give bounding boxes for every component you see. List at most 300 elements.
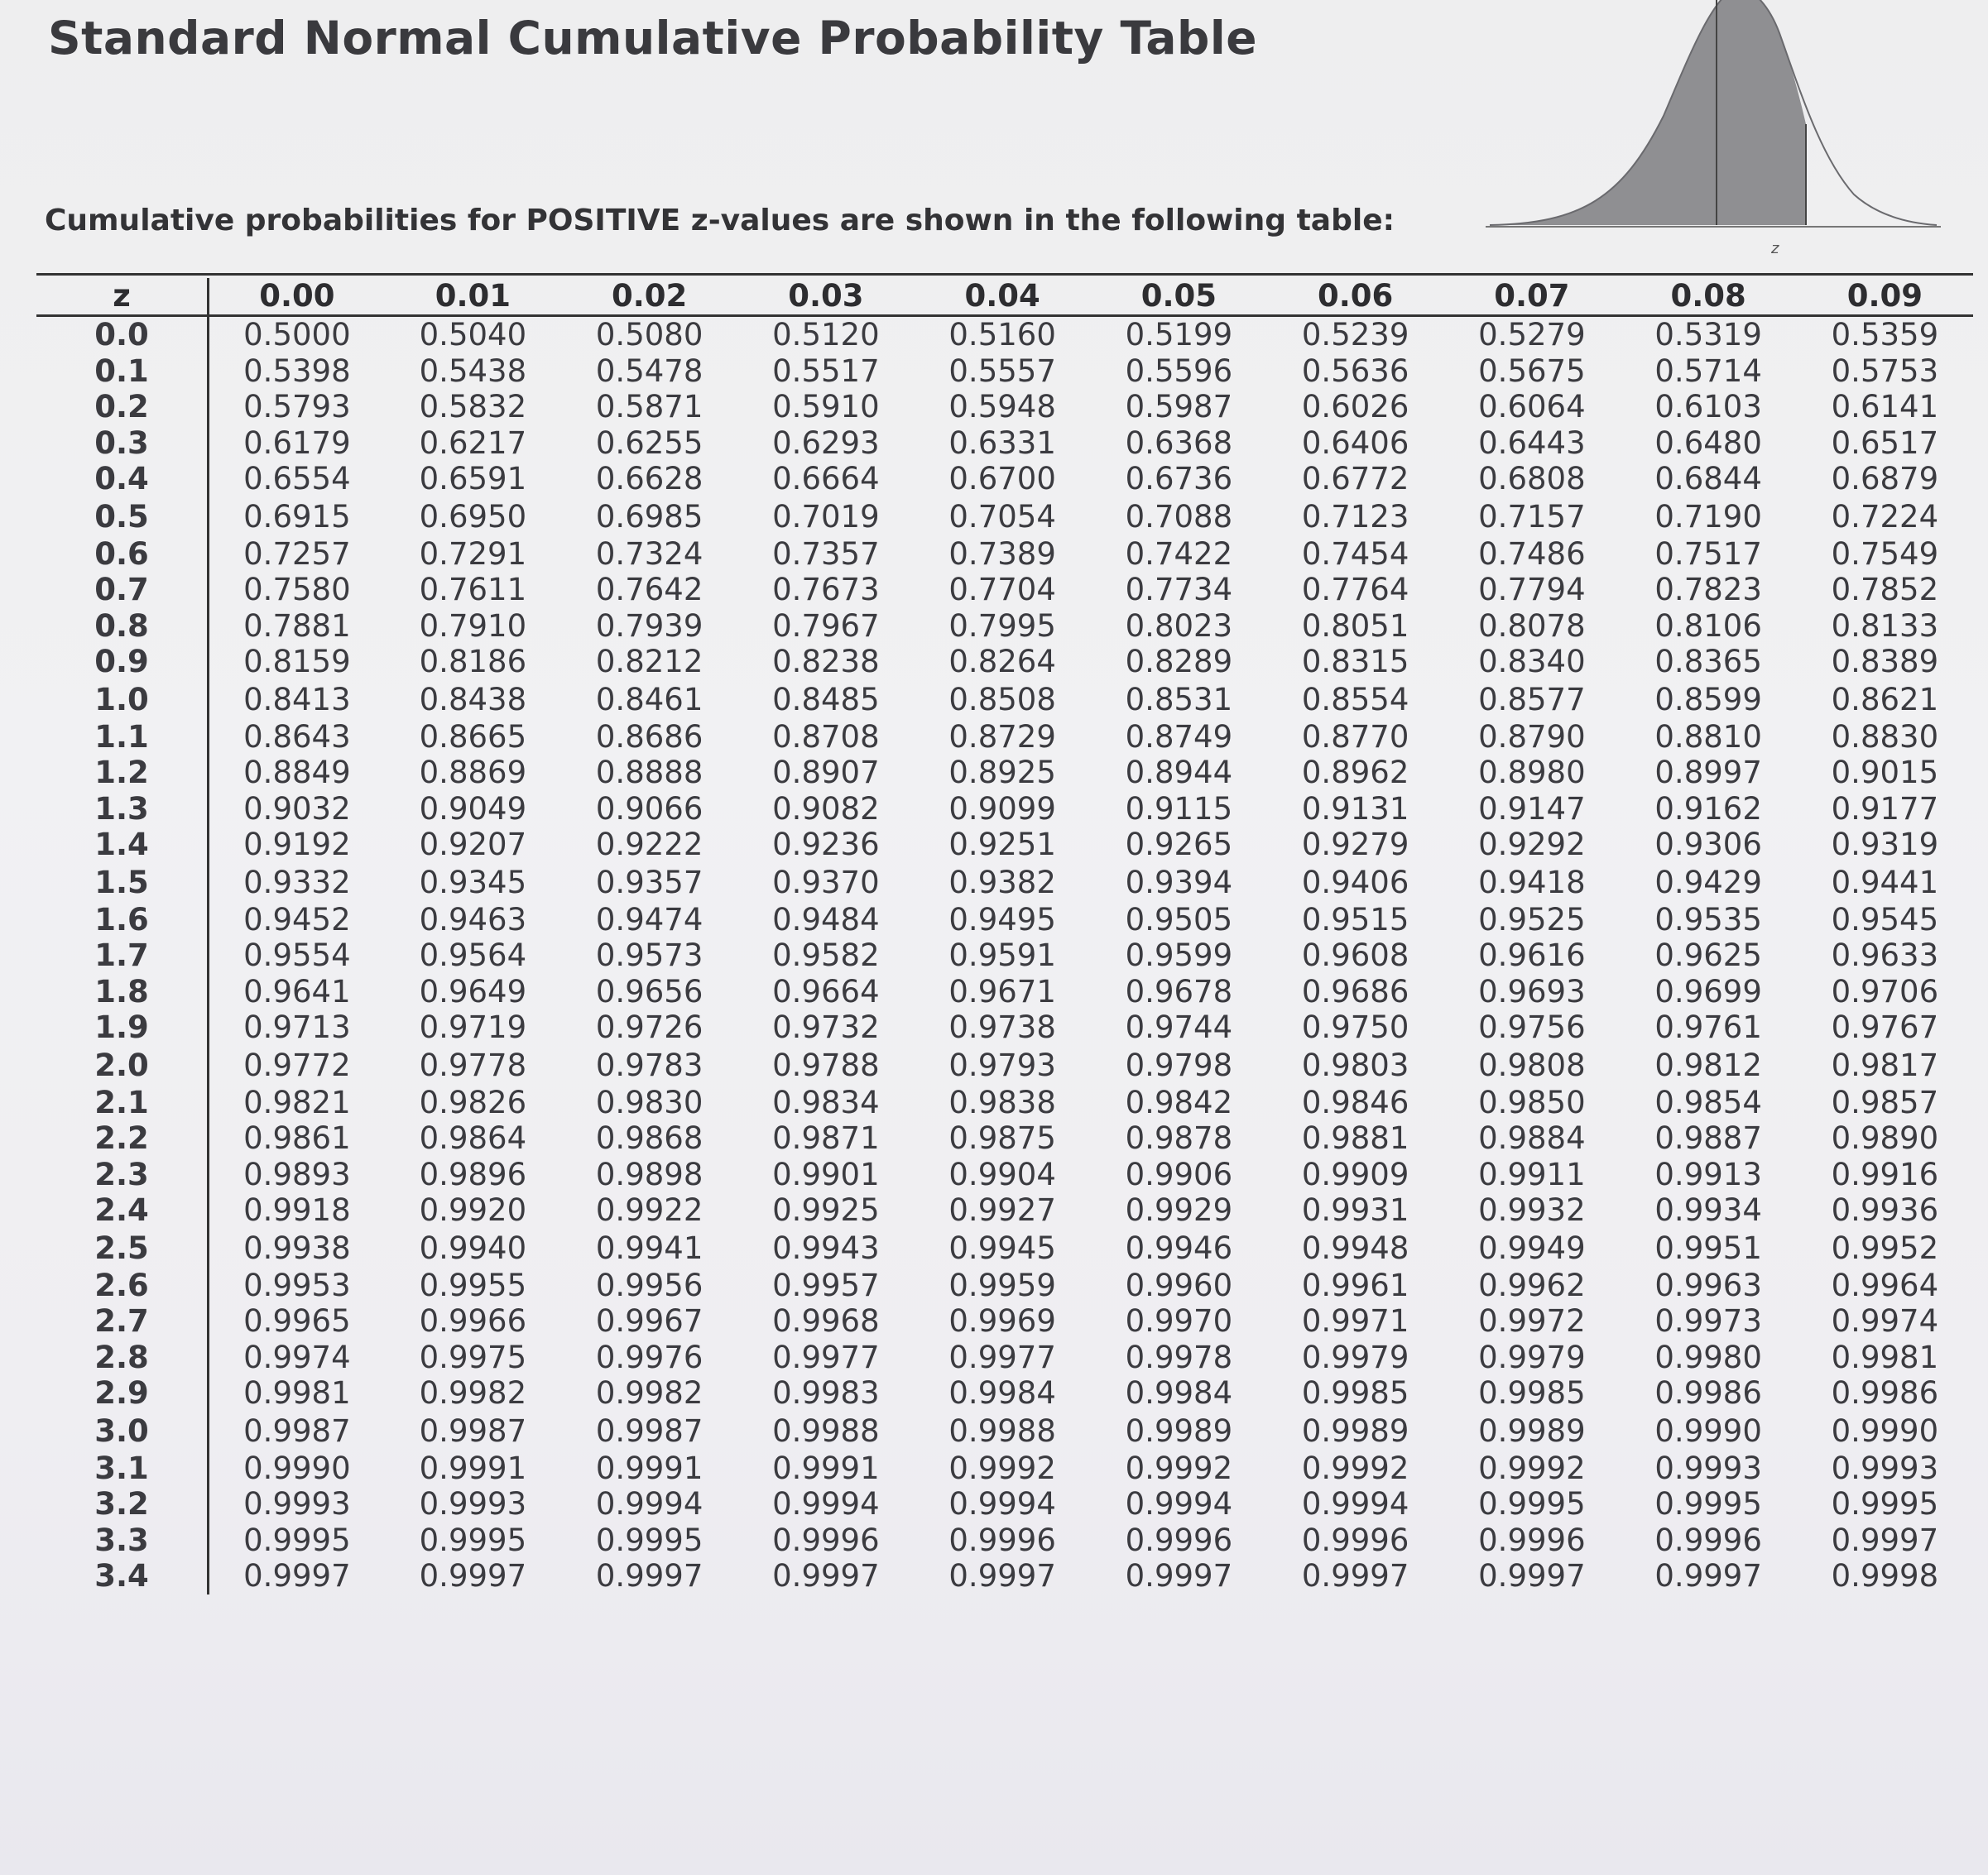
probability-cell: 0.7257 <box>243 535 351 572</box>
column-header: 0.00 <box>259 278 335 314</box>
probability-cell: 0.7995 <box>948 607 1056 644</box>
probability-cell: 0.9963 <box>1654 1267 1762 1303</box>
probability-cell: 0.6591 <box>419 461 527 496</box>
probability-cell: 0.8849 <box>243 755 351 790</box>
probability-cell: 0.6255 <box>595 424 703 461</box>
probability-cell: 0.6664 <box>772 461 880 496</box>
probability-cell: 0.5871 <box>595 389 703 424</box>
z-value: 2.2 <box>36 1120 209 1157</box>
probability-cell: 0.7642 <box>595 572 703 607</box>
probability-cell: 0.9975 <box>419 1339 527 1375</box>
probability-cell: 0.5675 <box>1478 352 1586 389</box>
probability-cell: 0.9997 <box>772 1558 880 1594</box>
table-row <box>36 1085 1973 1121</box>
probability-cell: 0.9099 <box>948 790 1056 827</box>
probability-cell: 0.9032 <box>243 790 351 827</box>
column-header: 0.05 <box>1140 278 1217 314</box>
probability-cell: 0.9977 <box>948 1339 1056 1375</box>
probability-cell: 0.9977 <box>772 1339 880 1375</box>
probability-cell: 0.9857 <box>1831 1084 1939 1120</box>
z-value: 1.3 <box>36 791 209 827</box>
probability-cell: 0.8023 <box>1125 607 1233 644</box>
probability-cell: 0.8925 <box>948 755 1056 790</box>
z-value: 2.6 <box>36 1268 209 1304</box>
probability-cell: 0.9452 <box>243 901 351 938</box>
probability-cell: 0.9738 <box>948 1009 1056 1045</box>
probability-cell: 0.6406 <box>1301 424 1409 461</box>
probability-cell: 0.7704 <box>948 572 1056 607</box>
probability-cell: 0.9656 <box>595 973 703 1009</box>
probability-cell: 0.9906 <box>1125 1156 1233 1192</box>
probability-cell: 0.9997 <box>1125 1558 1233 1594</box>
probability-cell: 0.9994 <box>1301 1486 1409 1522</box>
probability-cell: 0.8888 <box>595 755 703 790</box>
probability-cell: 0.9984 <box>1125 1375 1233 1411</box>
probability-cell: 0.9370 <box>772 864 880 900</box>
probability-cell: 0.7486 <box>1478 535 1586 572</box>
probability-cell: 0.9998 <box>1831 1558 1939 1594</box>
column-header: 0.04 <box>964 278 1040 314</box>
probability-cell: 0.8531 <box>1125 681 1233 717</box>
axis-label: z <box>1771 240 1779 257</box>
probability-cell: 0.7291 <box>419 535 527 572</box>
probability-cell: 0.9986 <box>1831 1375 1939 1411</box>
probability-cell: 0.9495 <box>948 901 1056 938</box>
probability-cell: 0.7734 <box>1125 572 1233 607</box>
probability-cell: 0.7910 <box>419 607 527 644</box>
probability-cell: 0.6480 <box>1654 424 1762 461</box>
probability-table-container <box>36 273 1973 1594</box>
table-row <box>36 902 1973 938</box>
probability-cell: 0.5398 <box>243 352 351 389</box>
probability-cell: 0.5080 <box>595 317 703 352</box>
probability-cell: 0.7088 <box>1125 498 1233 535</box>
probability-cell: 0.7123 <box>1301 498 1409 535</box>
probability-cell: 0.9996 <box>772 1522 880 1558</box>
probability-cell: 0.9761 <box>1654 1009 1762 1045</box>
probability-cell: 0.9987 <box>243 1412 351 1449</box>
probability-cell: 0.9991 <box>772 1450 880 1486</box>
probability-cell: 0.9995 <box>595 1522 703 1558</box>
probability-cell: 0.8461 <box>595 681 703 717</box>
probability-cell: 0.9922 <box>595 1192 703 1228</box>
probability-cell: 0.9207 <box>419 827 527 862</box>
probability-cell: 0.9878 <box>1125 1120 1233 1156</box>
probability-cell: 0.9798 <box>1125 1047 1233 1083</box>
probability-cell: 0.9732 <box>772 1009 880 1045</box>
z-value: 1.6 <box>36 902 209 938</box>
probability-cell: 0.5948 <box>948 389 1056 424</box>
probability-cell: 0.8962 <box>1301 755 1409 790</box>
probability-cell: 0.9981 <box>243 1375 351 1411</box>
probability-cell: 0.9992 <box>1125 1450 1233 1486</box>
column-header: 0.09 <box>1846 278 1923 314</box>
probability-cell: 0.9948 <box>1301 1230 1409 1266</box>
probability-cell: 0.9726 <box>595 1009 703 1045</box>
table-row <box>36 863 1973 902</box>
probability-cell: 0.9357 <box>595 864 703 900</box>
probability-cell: 0.7881 <box>243 607 351 644</box>
probability-cell: 0.9678 <box>1125 973 1233 1009</box>
probability-cell: 0.9251 <box>948 827 1056 862</box>
probability-cell: 0.9990 <box>243 1450 351 1486</box>
probability-cell: 0.9997 <box>1478 1558 1586 1594</box>
probability-cell: 0.8413 <box>243 681 351 717</box>
probability-cell: 0.7967 <box>772 607 880 644</box>
probability-cell: 0.7852 <box>1831 572 1939 607</box>
page-title: Standard Normal Cumulative Probability Table <box>48 12 1258 65</box>
probability-cell: 0.9991 <box>595 1450 703 1486</box>
probability-cell: 0.6179 <box>243 424 351 461</box>
probability-cell: 0.8665 <box>419 718 527 755</box>
probability-cell: 0.9996 <box>1478 1522 1586 1558</box>
probability-cell: 0.9871 <box>772 1120 880 1156</box>
z-value: 3.3 <box>36 1523 209 1559</box>
probability-cell: 0.6141 <box>1831 389 1939 424</box>
z-value: 3.0 <box>36 1412 209 1451</box>
z-value: 0.3 <box>36 425 209 462</box>
probability-cell: 0.9756 <box>1478 1009 1586 1045</box>
probability-cell: 0.5319 <box>1654 317 1762 352</box>
table-row <box>36 353 1973 390</box>
probability-cell: 0.7611 <box>419 572 527 607</box>
probability-cell: 0.9693 <box>1478 973 1586 1009</box>
probability-cell: 0.9945 <box>948 1230 1056 1266</box>
probability-cell: 0.7939 <box>595 607 703 644</box>
probability-cell: 0.7549 <box>1831 535 1939 572</box>
probability-cell: 0.9985 <box>1478 1375 1586 1411</box>
probability-cell: 0.9505 <box>1125 901 1233 938</box>
table-row <box>36 1192 1973 1229</box>
probability-cell: 0.9980 <box>1654 1339 1762 1375</box>
probability-cell: 0.9441 <box>1831 864 1939 900</box>
probability-cell: 0.7324 <box>595 535 703 572</box>
probability-cell: 0.9997 <box>595 1558 703 1594</box>
probability-cell: 0.9115 <box>1125 790 1233 827</box>
probability-cell: 0.9826 <box>419 1084 527 1120</box>
probability-cell: 0.9994 <box>948 1486 1056 1522</box>
probability-cell: 0.9890 <box>1831 1120 1939 1156</box>
probability-cell: 0.9049 <box>419 790 527 827</box>
probability-cell: 0.9997 <box>1301 1558 1409 1594</box>
probability-cell: 0.9887 <box>1654 1120 1762 1156</box>
normal-curve-graphic <box>1481 0 1945 248</box>
probability-cell: 0.7454 <box>1301 535 1409 572</box>
probability-cell: 0.9750 <box>1301 1009 1409 1045</box>
probability-cell: 0.9793 <box>948 1047 1056 1083</box>
probability-cell: 0.9082 <box>772 790 880 827</box>
probability-cell: 0.9706 <box>1831 973 1939 1009</box>
probability-cell: 0.7389 <box>948 535 1056 572</box>
probability-cell: 0.9953 <box>243 1267 351 1303</box>
probability-cell: 0.8554 <box>1301 681 1409 717</box>
column-header: 0.06 <box>1317 278 1394 314</box>
probability-cell: 0.8907 <box>772 755 880 790</box>
probability-cell: 0.9995 <box>1478 1486 1586 1522</box>
probability-cell: 0.8770 <box>1301 718 1409 755</box>
probability-cell: 0.8508 <box>948 681 1056 717</box>
probability-cell: 0.9916 <box>1831 1156 1939 1192</box>
probability-cell: 0.9996 <box>1301 1522 1409 1558</box>
z-value: 3.2 <box>36 1486 209 1523</box>
probability-cell: 0.8159 <box>243 644 351 679</box>
probability-cell: 0.6950 <box>419 498 527 535</box>
probability-cell: 0.9970 <box>1125 1303 1233 1339</box>
probability-cell: 0.5793 <box>243 389 351 424</box>
probability-cell: 0.9974 <box>1831 1303 1939 1339</box>
probability-cell: 0.6985 <box>595 498 703 535</box>
probability-cell: 0.9783 <box>595 1047 703 1083</box>
probability-cell: 0.9940 <box>419 1230 527 1266</box>
probability-cell: 0.8106 <box>1654 607 1762 644</box>
probability-cell: 0.5832 <box>419 389 527 424</box>
probability-cell: 0.9996 <box>1125 1522 1233 1558</box>
table-row <box>36 1120 1973 1157</box>
table-row <box>36 1046 1973 1085</box>
probability-cell: 0.9641 <box>243 973 351 1009</box>
probability-cell: 0.9525 <box>1478 901 1586 938</box>
table-row <box>36 425 1973 462</box>
probability-table <box>36 278 1973 1594</box>
probability-cell: 0.9898 <box>595 1156 703 1192</box>
probability-cell: 0.9345 <box>419 864 527 900</box>
z-value: 0.1 <box>36 353 209 390</box>
probability-cell: 0.6368 <box>1125 424 1233 461</box>
probability-cell: 0.9535 <box>1654 901 1762 938</box>
probability-cell: 0.8790 <box>1478 718 1586 755</box>
probability-cell: 0.9938 <box>243 1230 351 1266</box>
probability-cell: 0.9968 <box>772 1303 880 1339</box>
z-value: 0.0 <box>36 316 209 353</box>
probability-cell: 0.5596 <box>1125 352 1233 389</box>
table-row <box>36 1412 1973 1451</box>
probability-cell: 0.9699 <box>1654 973 1762 1009</box>
probability-cell: 0.9463 <box>419 901 527 938</box>
probability-cell: 0.7580 <box>243 572 351 607</box>
probability-cell: 0.9909 <box>1301 1156 1409 1192</box>
probability-cell: 0.9931 <box>1301 1192 1409 1228</box>
z-value: 0.5 <box>36 497 209 536</box>
probability-cell: 0.6443 <box>1478 424 1586 461</box>
probability-cell: 0.9974 <box>243 1339 351 1375</box>
table-row <box>36 608 1973 645</box>
probability-cell: 0.6103 <box>1654 389 1762 424</box>
probability-cell: 0.9982 <box>595 1375 703 1411</box>
probability-cell: 0.9616 <box>1478 938 1586 973</box>
probability-cell: 0.9964 <box>1831 1267 1939 1303</box>
probability-cell: 0.9996 <box>948 1522 1056 1558</box>
probability-cell: 0.6808 <box>1478 461 1586 496</box>
probability-cell: 0.5557 <box>948 352 1056 389</box>
z-value: 1.8 <box>36 974 209 1010</box>
probability-cell: 0.9236 <box>772 827 880 862</box>
table-row <box>36 680 1973 719</box>
table-row <box>36 1303 1973 1340</box>
probability-cell: 0.9162 <box>1654 790 1762 827</box>
probability-cell: 0.9983 <box>772 1375 880 1411</box>
probability-cell: 0.5753 <box>1831 352 1939 389</box>
column-header: 0.03 <box>788 278 864 314</box>
probability-cell: 0.9788 <box>772 1047 880 1083</box>
z-value: 1.9 <box>36 1009 209 1046</box>
z-header: z <box>36 278 209 316</box>
probability-cell: 0.9778 <box>419 1047 527 1083</box>
probability-cell: 0.9719 <box>419 1009 527 1045</box>
probability-cell: 0.9484 <box>772 901 880 938</box>
probability-cell: 0.7357 <box>772 535 880 572</box>
probability-cell: 0.8686 <box>595 718 703 755</box>
probability-cell: 0.8051 <box>1301 607 1409 644</box>
probability-cell: 0.9875 <box>948 1120 1056 1156</box>
probability-cell: 0.6293 <box>772 424 880 461</box>
probability-cell: 0.9920 <box>419 1192 527 1228</box>
probability-cell: 0.6064 <box>1478 389 1586 424</box>
probability-cell: 0.9995 <box>419 1522 527 1558</box>
probability-cell: 0.8485 <box>772 681 880 717</box>
probability-cell: 0.9686 <box>1301 973 1409 1009</box>
probability-cell: 0.9901 <box>772 1156 880 1192</box>
probability-cell: 0.9131 <box>1301 790 1409 827</box>
probability-cell: 0.9599 <box>1125 938 1233 973</box>
probability-cell: 0.5359 <box>1831 317 1939 352</box>
probability-cell: 0.9177 <box>1831 790 1939 827</box>
probability-cell: 0.8749 <box>1125 718 1233 755</box>
probability-cell: 0.9981 <box>1831 1339 1939 1375</box>
probability-cell: 0.9918 <box>243 1192 351 1228</box>
probability-cell: 0.9996 <box>1654 1522 1762 1558</box>
probability-cell: 0.9984 <box>948 1375 1056 1411</box>
probability-cell: 0.6026 <box>1301 389 1409 424</box>
probability-cell: 0.8389 <box>1831 644 1939 679</box>
probability-cell: 0.9846 <box>1301 1084 1409 1120</box>
z-value: 2.0 <box>36 1046 209 1085</box>
probability-cell: 0.9418 <box>1478 864 1586 900</box>
probability-cell: 0.5000 <box>243 317 351 352</box>
probability-cell: 0.9978 <box>1125 1339 1233 1375</box>
probability-cell: 0.9564 <box>419 938 527 973</box>
probability-cell: 0.9649 <box>419 973 527 1009</box>
probability-cell: 0.6700 <box>948 461 1056 496</box>
probability-cell: 0.9960 <box>1125 1267 1233 1303</box>
z-value: 0.6 <box>36 536 209 573</box>
probability-cell: 0.9913 <box>1654 1156 1762 1192</box>
probability-cell: 0.9834 <box>772 1084 880 1120</box>
probability-cell: 0.9972 <box>1478 1303 1586 1339</box>
probability-cell: 0.9995 <box>1654 1486 1762 1522</box>
probability-cell: 0.9925 <box>772 1192 880 1228</box>
probability-cell: 0.9884 <box>1478 1120 1586 1156</box>
probability-cell: 0.9969 <box>948 1303 1056 1339</box>
table-body <box>36 316 1973 1594</box>
probability-cell: 0.9985 <box>1301 1375 1409 1411</box>
table-row <box>36 1375 1973 1412</box>
probability-cell: 0.9941 <box>595 1230 703 1266</box>
probability-cell: 0.9803 <box>1301 1047 1409 1083</box>
table-row <box>36 461 1973 497</box>
table-row <box>36 536 1973 573</box>
table-row <box>36 755 1973 791</box>
table-row <box>36 316 1973 353</box>
probability-cell: 0.9989 <box>1478 1412 1586 1449</box>
z-value: 1.1 <box>36 719 209 755</box>
probability-cell: 0.9943 <box>772 1230 880 1266</box>
probability-cell: 0.9993 <box>1831 1450 1939 1486</box>
probability-cell: 0.9864 <box>419 1120 527 1156</box>
probability-cell: 0.9986 <box>1654 1375 1762 1411</box>
probability-cell: 0.9838 <box>948 1084 1056 1120</box>
probability-cell: 0.6844 <box>1654 461 1762 496</box>
probability-cell: 0.9932 <box>1478 1192 1586 1228</box>
probability-cell: 0.9959 <box>948 1267 1056 1303</box>
z-value: 2.7 <box>36 1303 209 1340</box>
z-value: 1.5 <box>36 863 209 902</box>
probability-cell: 0.9332 <box>243 864 351 900</box>
probability-cell: 0.5239 <box>1301 317 1409 352</box>
table-row <box>36 1268 1973 1304</box>
probability-cell: 0.9265 <box>1125 827 1233 862</box>
probability-cell: 0.9929 <box>1125 1192 1233 1228</box>
probability-cell: 0.9896 <box>419 1156 527 1192</box>
probability-cell: 0.6772 <box>1301 461 1409 496</box>
probability-cell: 0.9997 <box>948 1558 1056 1594</box>
table-row <box>36 1523 1973 1559</box>
probability-cell: 0.9997 <box>1654 1558 1762 1594</box>
probability-cell: 0.7224 <box>1831 498 1939 535</box>
column-header: 0.08 <box>1670 278 1746 314</box>
probability-cell: 0.9991 <box>419 1450 527 1486</box>
probability-cell: 0.5636 <box>1301 352 1409 389</box>
probability-cell: 0.9772 <box>243 1047 351 1083</box>
probability-cell: 0.9911 <box>1478 1156 1586 1192</box>
probability-cell: 0.9956 <box>595 1267 703 1303</box>
probability-cell: 0.9987 <box>595 1412 703 1449</box>
table-caption: Cumulative probabilities for POSITIVE z-values are shown in the following table: <box>45 204 1395 237</box>
probability-cell: 0.7764 <box>1301 572 1409 607</box>
probability-cell: 0.9066 <box>595 790 703 827</box>
probability-cell: 0.6915 <box>243 498 351 535</box>
probability-cell: 0.8264 <box>948 644 1056 679</box>
z-value: 2.5 <box>36 1229 209 1268</box>
probability-cell: 0.9982 <box>419 1375 527 1411</box>
probability-cell: 0.5040 <box>419 317 527 352</box>
probability-cell: 0.9973 <box>1654 1303 1762 1339</box>
probability-cell: 0.5910 <box>772 389 880 424</box>
probability-cell: 0.9997 <box>243 1558 351 1594</box>
probability-cell: 0.8289 <box>1125 644 1233 679</box>
probability-cell: 0.6736 <box>1125 461 1233 496</box>
probability-cell: 0.6554 <box>243 461 351 496</box>
probability-cell: 0.9817 <box>1831 1047 1939 1083</box>
probability-cell: 0.9997 <box>1831 1522 1939 1558</box>
table-row <box>36 1157 1973 1193</box>
probability-cell: 0.9893 <box>243 1156 351 1192</box>
z-value: 1.2 <box>36 755 209 791</box>
probability-cell: 0.5120 <box>772 317 880 352</box>
probability-cell: 0.8238 <box>772 644 880 679</box>
table-row <box>36 1229 1973 1268</box>
probability-cell: 0.5987 <box>1125 389 1233 424</box>
probability-cell: 0.9934 <box>1654 1192 1762 1228</box>
z-value: 0.8 <box>36 608 209 645</box>
probability-cell: 0.9573 <box>595 938 703 973</box>
probability-cell: 0.9995 <box>243 1522 351 1558</box>
probability-cell: 0.9474 <box>595 901 703 938</box>
table-row <box>36 974 1973 1010</box>
table-row <box>36 497 1973 536</box>
probability-cell: 0.6517 <box>1831 424 1939 461</box>
probability-cell: 0.9979 <box>1301 1339 1409 1375</box>
probability-cell: 0.7823 <box>1654 572 1762 607</box>
